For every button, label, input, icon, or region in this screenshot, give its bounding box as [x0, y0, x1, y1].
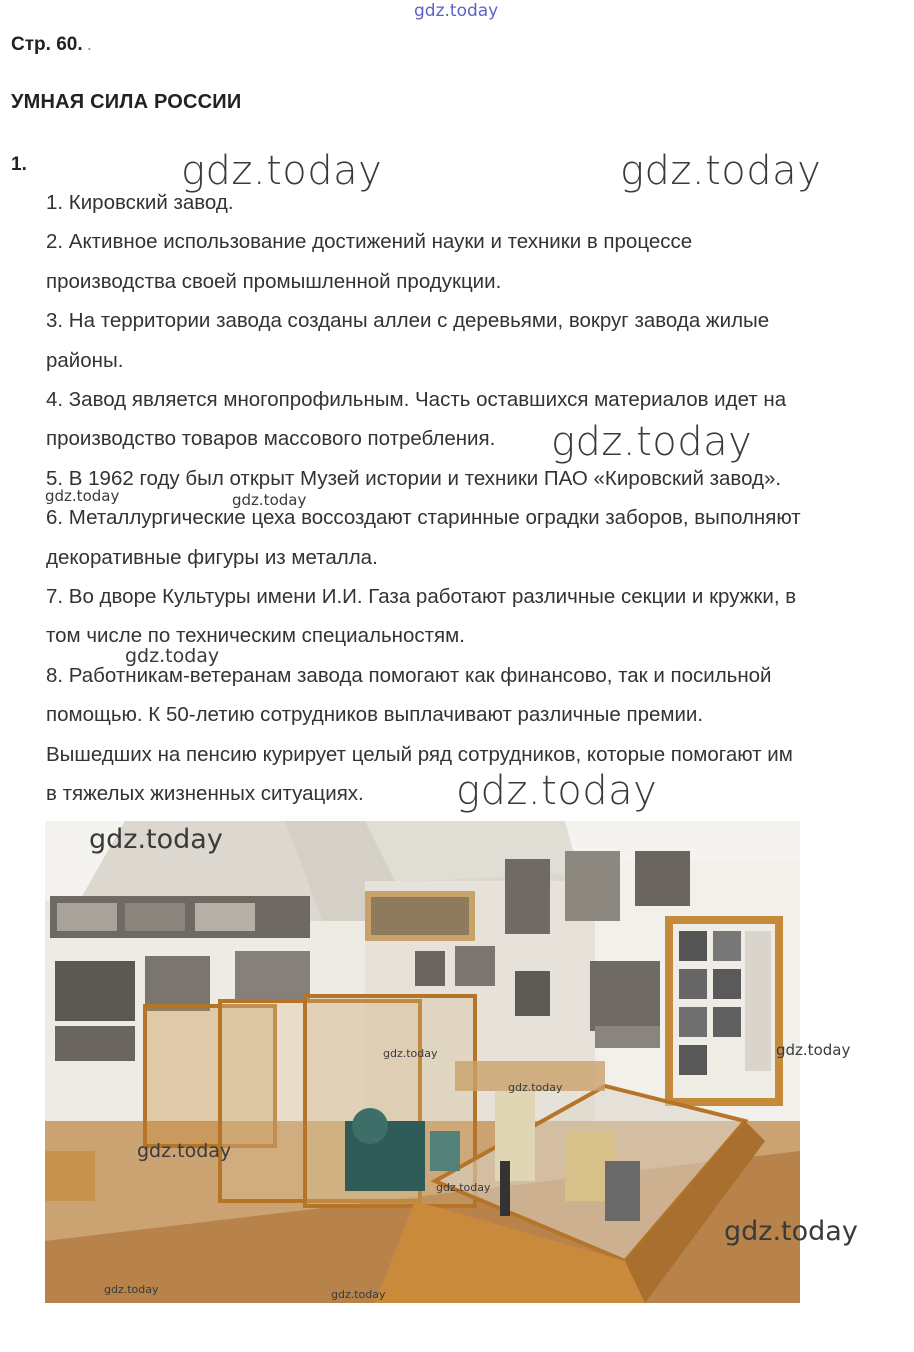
answer-line: 2. Активное использование достижений науки и техники в процессе — [46, 230, 693, 254]
answer-line: 6. Металлургические цеха воссоздают старинные оградки заборов, выполняют — [46, 506, 801, 530]
answer-line: производство товаров массового потребления. — [46, 427, 496, 451]
watermark: gdz.today — [232, 491, 307, 509]
answer-line: 3. На территории завода созданы аллеи с деревьями, вокруг завода жилые — [46, 309, 770, 333]
watermark: gdz.today — [620, 148, 822, 194]
museum-photo — [45, 821, 800, 1303]
watermark: gdz.today — [181, 148, 383, 194]
watermark: gdz.today — [456, 768, 658, 814]
answer-line: 5. В 1962 году был открыт Музей истории и техники ПАО «Кировский завод». — [46, 466, 782, 490]
watermark: gdz.today — [331, 1288, 386, 1301]
watermark: gdz.today — [436, 1181, 491, 1194]
watermark: gdz.today — [508, 1081, 563, 1094]
page-number: Стр. 60. . — [11, 34, 92, 55]
watermark: gdz.today — [125, 645, 220, 667]
answer-line: Вышедших на пенсию курирует целый ряд сотрудников, которые помогают им — [46, 742, 793, 766]
task-number: 1. — [11, 154, 27, 175]
watermark: gdz.today — [89, 824, 223, 855]
watermark: gdz.today — [45, 487, 120, 505]
answer-line: производства своей промышленной продукции. — [46, 269, 502, 293]
answer-line: 4. Завод является многопрофильным. Часть оставшихся материалов идет на — [46, 388, 787, 412]
answer-line: 1. Кировский завод. — [46, 191, 234, 214]
watermark: gdz.today — [724, 1216, 858, 1247]
answer-line: том числе по техническим специальностям. — [46, 624, 465, 648]
section-title: УМНАЯ СИЛА РОССИИ — [11, 91, 242, 113]
watermark: gdz.today — [776, 1041, 851, 1059]
watermark: gdz.today — [551, 419, 753, 465]
answer-line: помощью. К 50-летию сотрудников выплачивают различные премии. — [46, 703, 704, 727]
answer-text — [46, 183, 906, 814]
watermark: gdz.today — [137, 1140, 232, 1162]
watermark: gdz.today — [383, 1047, 438, 1060]
answer-line: в тяжелых жизненных ситуациях. — [46, 782, 364, 806]
answer-line: декоративные фигуры из металла. — [46, 545, 378, 569]
answer-line: 7. Во дворе Культуры имени И.И. Газа работают различные секции и кружки, в — [46, 585, 797, 609]
answer-line: 8. Работникам-ветеранам завода помогают как финансово, так и посильной — [46, 663, 772, 687]
watermark: gdz.today — [104, 1283, 159, 1296]
answer-line: районы. — [46, 348, 124, 372]
watermark-top: gdz.today — [414, 1, 499, 21]
